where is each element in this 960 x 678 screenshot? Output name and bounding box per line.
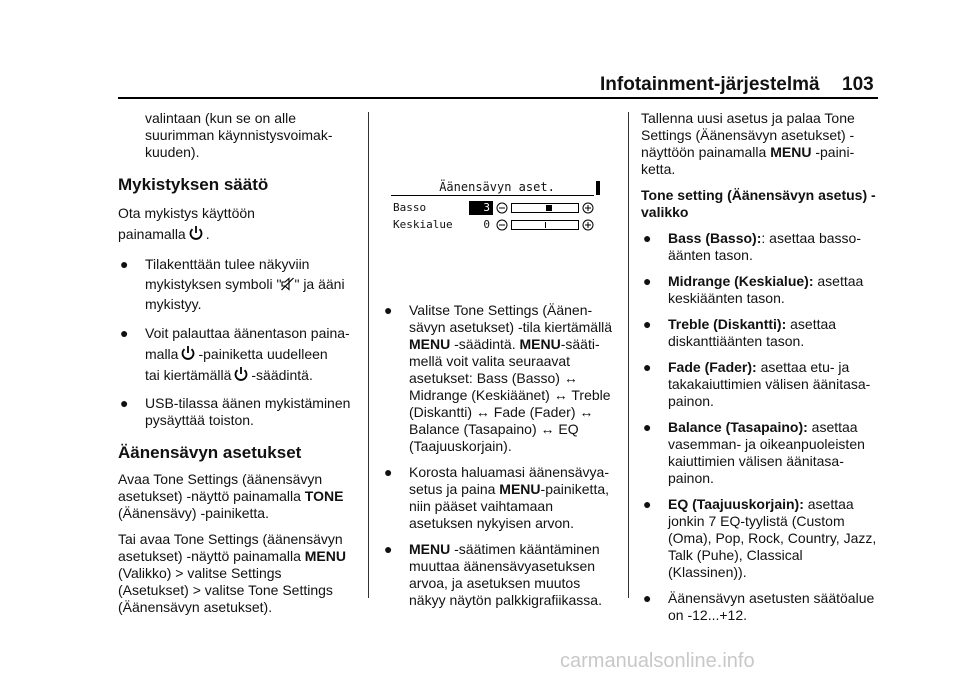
screen-row-value: 3	[469, 201, 493, 215]
power-icon	[180, 345, 196, 361]
screen-row-value: 0	[483, 218, 490, 231]
c2-b2-c: -painiketta, niin pääset vaihtamaan asetuksen nykyisen arvon.	[409, 481, 610, 531]
mute-intro-a: Ota mykistys käyttöön	[118, 205, 255, 221]
bullet-dot: ●	[643, 590, 652, 606]
tone-range-note	[641, 590, 881, 624]
bullet-dot: ●	[643, 273, 652, 289]
level-bar-marker	[545, 222, 546, 228]
menu-key-label: MENU	[409, 541, 451, 557]
mute-intro-c: .	[205, 226, 210, 242]
b2-b: malla	[145, 346, 179, 362]
mute-symbol-icon	[281, 277, 294, 291]
b1-c: " ja ääni mykistyy.	[145, 276, 345, 312]
c2-b2-a: Korosta haluamasi äänensävyasetus ja paina	[409, 464, 610, 497]
tone-item-eq	[641, 496, 881, 581]
item-text: asettaa etu- ja takakaiuttimien välisen äänitasapainon.	[668, 359, 871, 409]
bullet-dot: ●	[643, 230, 652, 246]
b3-text: USB-tilassa äänen mykistäminen pysäyttää toiston.	[145, 395, 351, 428]
tone-item-fade	[641, 359, 881, 410]
tone-menu-heading-text: Tone setting (Äänensävyn asetus) -valikko	[641, 187, 876, 220]
tone-item-treble	[641, 316, 881, 350]
screen-row-basso	[391, 201, 596, 215]
tone-settings-screen-illustration	[391, 180, 603, 234]
screen-title: Äänensävyn aset.	[439, 180, 555, 194]
power-icon	[188, 225, 204, 241]
tone-p2-a: Tai avaa Tone Settings (äänensävyn asetukset) -näyttö painamalla	[118, 531, 343, 564]
minus-circle-icon	[496, 219, 508, 231]
tone-bullet-3	[382, 541, 620, 609]
b2-a: Voit palauttaa äänentason paina-	[145, 325, 350, 341]
c2-b3-b: -säätimen kääntäminen muuttaa äänensävyasetuksen arvoa, ja asetuksen muutos näkyy näytön palkkigrafiikassa.	[409, 541, 602, 608]
bullet-dot: ●	[643, 316, 652, 332]
item-label: Treble (Diskantti):	[668, 316, 787, 332]
menu-key-label: MENU	[304, 548, 346, 564]
menu-key-label: MENU	[499, 481, 541, 497]
item-text: asettaa jonkin 7 EQ-tyylistä (Custom (Oma), Pop, Rock, Country, Jazz, Talk (Puhe), Classical (Klassinen)).	[668, 496, 877, 580]
tone-bullet-2	[382, 464, 620, 532]
item-label: Midrange (Keskialue):	[668, 273, 814, 289]
item-label: Bass (Basso):	[668, 230, 762, 246]
continued-text: valintaan (kun se on alle suurimman käynnistysvoimakkuuden).	[145, 110, 333, 160]
menu-key-label: MENU	[409, 336, 451, 352]
bullet-dot: ●	[120, 325, 129, 341]
screen-row-label: Basso	[393, 201, 427, 214]
column-divider-right	[628, 112, 629, 598]
column-divider-left	[368, 112, 369, 598]
mute-bullet-2	[118, 323, 356, 386]
level-bar	[511, 203, 579, 213]
b2-e: -säädintä.	[251, 367, 313, 383]
bullet-dot: ●	[120, 256, 129, 272]
bullet-dot: ●	[643, 359, 652, 375]
level-bar	[511, 220, 579, 230]
page-number: 103	[842, 74, 874, 95]
tone-para-2	[118, 531, 356, 616]
bullet-dot: ●	[643, 496, 652, 512]
heading-mute: Mykistyksen säätö	[118, 175, 269, 194]
menu-key-label: MENU	[770, 144, 812, 160]
tone-item-bass	[641, 230, 881, 264]
column-1	[118, 110, 356, 625]
mute-bullet-1	[118, 254, 356, 314]
column-2	[382, 302, 620, 618]
power-icon	[233, 366, 249, 382]
mute-bullet-3	[118, 395, 356, 429]
screen-title-rule	[391, 195, 594, 196]
c2-b1-a: Valitse Tone Settings (Äänensävyn asetukset) -tila kiertämällä	[409, 302, 613, 335]
mute-intro	[118, 203, 356, 245]
c3-p1-a: Tallenna uusi asetus ja palaa Tone Settings (Äänensävyn asetukset) -näyttöön painamalla	[641, 110, 855, 160]
tone-menu-heading	[641, 187, 881, 221]
tone-item-balance	[641, 419, 881, 487]
menu-key-label: MENU	[519, 336, 561, 352]
tone-p2-c: (Valikko) > valitse Settings (Asetukset) > valitse Tone Settings (Äänensävyn asetukset).	[118, 565, 333, 615]
tone-item-midrange	[641, 273, 881, 307]
plus-circle-icon	[582, 219, 594, 231]
column-3	[641, 110, 881, 633]
item-text: asettaa diskanttiäänten tason.	[668, 316, 837, 349]
bullet-dot: ●	[643, 419, 652, 435]
save-para	[641, 110, 881, 178]
bullet-dot: ●	[384, 302, 393, 318]
screen-scrollbar	[596, 181, 600, 195]
item-text: asettaa keskiäänten tason.	[668, 273, 864, 306]
item-label: EQ (Taajuuskorjain):	[668, 496, 804, 512]
heading-tone: Äänensävyn asetukset	[118, 443, 302, 462]
plus-circle-icon	[582, 202, 594, 214]
minus-circle-icon	[496, 202, 508, 214]
tone-key-label: TONE	[304, 488, 344, 504]
bullet-dot: ●	[120, 395, 129, 411]
range-text: Äänensävyn asetusten säätöalue on -12...+12.	[668, 590, 875, 623]
tone-bullet-1	[382, 302, 620, 455]
item-text: asettaa vasemman- ja oikeanpuoleisten kaiuttimien välisen äänitasapainon.	[668, 419, 865, 486]
tone-p1-a: Avaa Tone Settings (äänensävyn asetukset) -näyttö painamalla	[118, 471, 323, 504]
tone-p1-c: (Äänensävy) -painiketta.	[118, 505, 269, 521]
screen-row-label: Keskialue	[393, 218, 453, 231]
mute-intro-b: painamalla	[118, 226, 186, 242]
c3-p1-c: -painiketta.	[641, 144, 855, 177]
c2-b1-e: -säätimellä voit valita seuraavat asetukset: Bass (Basso) ↔ Midrange (Keskiäänet) ↔ Treble (Diskantti) ↔ Fade (Fader) ↔ Balance (Tasapaino) ↔ EQ (Taajuuskorjain).	[409, 336, 611, 454]
b1-b: mykistyksen symboli "	[145, 276, 282, 292]
item-label: Fade (Fader):	[668, 359, 757, 375]
page-header-title: Infotainment-järjestelmä	[600, 74, 820, 95]
b2-d: tai kiertämällä	[145, 367, 232, 383]
screen-row-keskialue	[391, 218, 596, 232]
b1-a: Tilakenttään tulee näkyviin	[145, 256, 310, 272]
item-text: : asettaa bassoäänten tason.	[668, 230, 861, 263]
tone-para-1	[118, 471, 356, 522]
bullet-dot: ●	[384, 541, 393, 557]
c2-b1-c: -säädintä.	[454, 336, 516, 352]
level-bar-fill	[546, 205, 552, 211]
bullet-dot: ●	[384, 464, 393, 480]
item-label: Balance (Tasapaino):	[668, 419, 808, 435]
b2-c: -painiketta uudelleen	[198, 346, 328, 362]
header-rule	[118, 97, 878, 99]
watermark: carmanualsonline.info	[560, 650, 755, 672]
